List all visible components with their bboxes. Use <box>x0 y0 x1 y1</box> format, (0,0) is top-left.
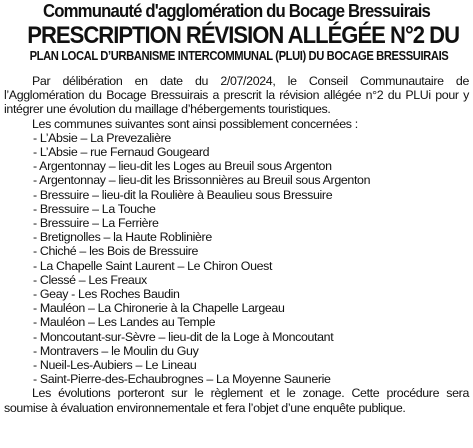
communes-list <box>4 131 469 387</box>
conclusion-paragraph: Les évolutions porteront sur le règlement et le zonage. Cette procédure sera soumise à évaluation environnementale et fera l’objet d’une enquête publique. <box>4 386 469 415</box>
list-item: - Clessé – Les Freaux <box>33 272 147 287</box>
list-item: - Argentonnay – lieu-dit les Loges au Breuil sous Argenton <box>33 159 332 174</box>
list-item: - Bretignolles – la Haute Roblinière <box>33 230 212 245</box>
communes-intro: Les communes suivantes sont ainsi possiblement concernées : <box>32 116 358 131</box>
list-item: - La Chapelle Saint Laurent – Le Chiron Ouest <box>33 258 273 273</box>
notice-body <box>4 74 469 415</box>
list-item: - Argentonnay – lieu-dit les Brissonnières au Breuil sous Argenton <box>33 173 371 188</box>
list-item: - Nueil-Les-Aubiers – Le Lineau <box>33 358 197 373</box>
list-item: - Bressuire – lieu-dit la Roulière à Beaulieu sous Bressuire <box>33 187 333 202</box>
list-item: - Moncoutant-sur-Sèvre – lieu-dit de la Loge à Moncoutant <box>33 329 334 344</box>
list-item: - Mauléon – La Chironerie à la Chapelle Largeau <box>33 301 285 316</box>
list-item: - L’Absie – rue Fernaud Gougeard <box>33 145 210 160</box>
list-item: - Mauléon – Les Landes au Temple <box>33 315 216 330</box>
list-item: - Geay - Les Roches Baudin <box>33 287 180 302</box>
list-item: - Bressuire – La Ferrière <box>33 216 159 231</box>
list-item: - Saint-Pierre-des-Echaubrognes – La Moyenne Saunerie <box>33 372 331 387</box>
notice-title: PRESCRIPTION RÉVISION ALLÉGÉE N°2 DU <box>27 22 460 49</box>
deliberation-paragraph: Par délibération en date du 2/07/2024, le Conseil Communautaire de l’Agglomération du Bocage Bressuirais a prescrit la révision allégée n°2 du PLUi pour y intégrer une évolution du maillage d’hébergements touristiques. <box>4 74 469 117</box>
list-item: - L’Absie – La Prevezalière <box>33 130 171 145</box>
list-item: - Montravers – le Moulin du Guy <box>33 343 199 358</box>
list-item: - Chiché – les Bois de Bressuire <box>33 244 199 259</box>
notice-subtitle: PLAN LOCAL D’URBANISME INTERCOMMUNAL (PLUI) DU BOCAGE BRESSUIRAIS <box>29 49 449 63</box>
organization-name: Communauté d'agglomération du Bocage Bressuirais <box>42 1 431 21</box>
list-item: - Bressuire – La Touche <box>33 201 156 216</box>
